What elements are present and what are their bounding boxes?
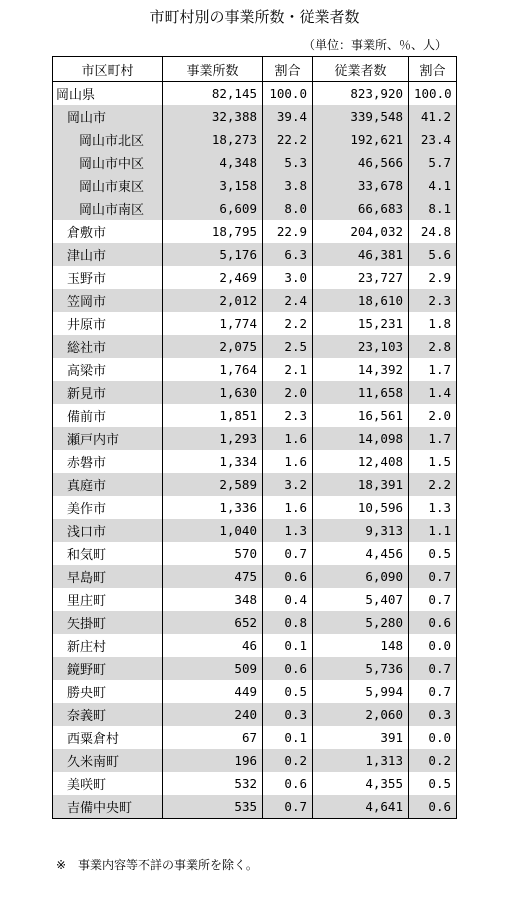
employees-share-cell: 0.0 xyxy=(409,634,457,657)
establishments-share-cell: 2.1 xyxy=(263,358,313,381)
table-row xyxy=(53,335,457,358)
establishments-share-cell: 0.8 xyxy=(263,611,313,634)
employees-cell: 6,090 xyxy=(313,565,409,588)
establishments-cell: 1,336 xyxy=(163,496,263,519)
employees-cell: 5,736 xyxy=(313,657,409,680)
table-row xyxy=(53,381,457,404)
table-row xyxy=(53,749,457,772)
establishments-share-cell: 3.0 xyxy=(263,266,313,289)
employees-cell: 391 xyxy=(313,726,409,749)
establishments-share-cell: 2.2 xyxy=(263,312,313,335)
municipality-cell: 早島町 xyxy=(53,565,163,588)
establishments-cell: 67 xyxy=(163,726,263,749)
employees-cell: 23,727 xyxy=(313,266,409,289)
employees-share-cell: 0.6 xyxy=(409,611,457,634)
municipality-cell: 井原市 xyxy=(53,312,163,335)
municipality-cell: 里庄町 xyxy=(53,588,163,611)
table-row xyxy=(53,772,457,795)
employees-share-cell: 2.3 xyxy=(409,289,457,312)
unit-label: （単位：事業所、％、人） xyxy=(302,38,447,52)
employees-cell: 14,098 xyxy=(313,427,409,450)
employees-share-cell: 0.0 xyxy=(409,726,457,749)
table-row xyxy=(53,611,457,634)
employees-share-cell: 1.1 xyxy=(409,519,457,542)
municipality-cell: 吉備中央町 xyxy=(53,795,163,819)
employees-cell: 339,548 xyxy=(313,105,409,128)
establishments-share-cell: 0.4 xyxy=(263,588,313,611)
employees-share-cell: 1.5 xyxy=(409,450,457,473)
employees-cell: 204,032 xyxy=(313,220,409,243)
establishments-cell: 18,795 xyxy=(163,220,263,243)
municipality-cell: 岡山市北区 xyxy=(53,128,163,151)
establishments-share-cell: 1.6 xyxy=(263,427,313,450)
establishments-cell: 1,630 xyxy=(163,381,263,404)
establishments-cell: 196 xyxy=(163,749,263,772)
footnote: ※ 事業内容等不詳の事業所を除く。 xyxy=(56,858,258,872)
employees-share-cell: 24.8 xyxy=(409,220,457,243)
employees-share-cell: 0.7 xyxy=(409,588,457,611)
establishments-share-cell: 0.6 xyxy=(263,565,313,588)
employees-share-cell: 1.7 xyxy=(409,358,457,381)
employees-share-cell: 1.4 xyxy=(409,381,457,404)
establishments-share-cell: 1.3 xyxy=(263,519,313,542)
municipality-cell: 鏡野町 xyxy=(53,657,163,680)
header-establishments: 事業所数 xyxy=(163,57,263,82)
establishments-share-cell: 0.6 xyxy=(263,657,313,680)
employees-share-cell: 0.6 xyxy=(409,795,457,819)
municipality-cell: 奈義町 xyxy=(53,703,163,726)
employees-share-cell: 1.8 xyxy=(409,312,457,335)
establishments-share-cell: 3.8 xyxy=(263,174,313,197)
employees-share-cell: 41.2 xyxy=(409,105,457,128)
establishments-share-cell: 8.0 xyxy=(263,197,313,220)
municipality-cell: 新見市 xyxy=(53,381,163,404)
establishments-share-cell: 22.2 xyxy=(263,128,313,151)
header-municipality: 市区町村 xyxy=(53,57,163,82)
table-row xyxy=(53,243,457,266)
municipality-cell: 高梁市 xyxy=(53,358,163,381)
employees-cell: 33,678 xyxy=(313,174,409,197)
establishments-cell: 449 xyxy=(163,680,263,703)
establishments-share-cell: 6.3 xyxy=(263,243,313,266)
establishments-share-cell: 0.1 xyxy=(263,634,313,657)
employees-cell: 15,231 xyxy=(313,312,409,335)
municipality-cell: 玉野市 xyxy=(53,266,163,289)
establishments-share-cell: 0.2 xyxy=(263,749,313,772)
employees-share-cell: 2.8 xyxy=(409,335,457,358)
header-establishments-share: 割合 xyxy=(263,57,313,82)
employees-cell: 46,381 xyxy=(313,243,409,266)
table-header-row xyxy=(53,57,457,82)
establishments-share-cell: 2.3 xyxy=(263,404,313,427)
establishments-share-cell: 3.2 xyxy=(263,473,313,496)
table-row xyxy=(53,473,457,496)
establishments-share-cell: 39.4 xyxy=(263,105,313,128)
municipality-cell: 瀬戸内市 xyxy=(53,427,163,450)
establishments-share-cell: 2.4 xyxy=(263,289,313,312)
table-row xyxy=(53,128,457,151)
establishments-cell: 1,764 xyxy=(163,358,263,381)
employees-cell: 4,456 xyxy=(313,542,409,565)
municipality-cell: 新庄村 xyxy=(53,634,163,657)
employees-cell: 148 xyxy=(313,634,409,657)
municipality-cell: 岡山市中区 xyxy=(53,151,163,174)
establishments-cell: 4,348 xyxy=(163,151,263,174)
establishments-cell: 1,293 xyxy=(163,427,263,450)
header-employees-share: 割合 xyxy=(409,57,457,82)
employees-share-cell: 8.1 xyxy=(409,197,457,220)
establishments-cell: 348 xyxy=(163,588,263,611)
employees-share-cell: 4.1 xyxy=(409,174,457,197)
establishments-cell: 240 xyxy=(163,703,263,726)
establishments-share-cell: 22.9 xyxy=(263,220,313,243)
table-row xyxy=(53,519,457,542)
establishments-share-cell: 2.5 xyxy=(263,335,313,358)
establishments-share-cell: 5.3 xyxy=(263,151,313,174)
header-employees: 従業者数 xyxy=(313,57,409,82)
municipality-cell: 和気町 xyxy=(53,542,163,565)
establishments-cell: 2,012 xyxy=(163,289,263,312)
table-row xyxy=(53,703,457,726)
table-body xyxy=(53,82,457,819)
establishments-cell: 652 xyxy=(163,611,263,634)
employees-share-cell: 100.0 xyxy=(409,82,457,106)
employees-cell: 5,994 xyxy=(313,680,409,703)
employees-cell: 823,920 xyxy=(313,82,409,106)
establishments-share-cell: 0.3 xyxy=(263,703,313,726)
municipality-cell: 総社市 xyxy=(53,335,163,358)
establishments-share-cell: 100.0 xyxy=(263,82,313,106)
establishments-share-cell: 0.5 xyxy=(263,680,313,703)
table-row xyxy=(53,197,457,220)
municipality-cell: 岡山市 xyxy=(53,105,163,128)
table-row xyxy=(53,289,457,312)
establishments-share-cell: 0.7 xyxy=(263,542,313,565)
table-row xyxy=(53,588,457,611)
employees-cell: 5,407 xyxy=(313,588,409,611)
establishments-share-cell: 1.6 xyxy=(263,450,313,473)
employees-share-cell: 0.5 xyxy=(409,542,457,565)
table-row xyxy=(53,151,457,174)
employees-cell: 4,355 xyxy=(313,772,409,795)
establishments-table xyxy=(52,56,457,819)
establishments-cell: 509 xyxy=(163,657,263,680)
table-row xyxy=(53,82,457,106)
table-row xyxy=(53,358,457,381)
employees-share-cell: 23.4 xyxy=(409,128,457,151)
employees-cell: 46,566 xyxy=(313,151,409,174)
establishments-cell: 82,145 xyxy=(163,82,263,106)
table-row xyxy=(53,565,457,588)
municipality-cell: 勝央町 xyxy=(53,680,163,703)
table-row xyxy=(53,427,457,450)
establishments-cell: 1,334 xyxy=(163,450,263,473)
municipality-cell: 岡山市南区 xyxy=(53,197,163,220)
municipality-cell: 備前市 xyxy=(53,404,163,427)
employees-share-cell: 0.5 xyxy=(409,772,457,795)
table-row xyxy=(53,174,457,197)
establishments-share-cell: 1.6 xyxy=(263,496,313,519)
municipality-cell: 矢掛町 xyxy=(53,611,163,634)
municipality-cell: 真庭市 xyxy=(53,473,163,496)
municipality-cell: 美作市 xyxy=(53,496,163,519)
establishments-cell: 46 xyxy=(163,634,263,657)
establishments-cell: 3,158 xyxy=(163,174,263,197)
establishments-cell: 18,273 xyxy=(163,128,263,151)
municipality-cell: 美咲町 xyxy=(53,772,163,795)
employees-share-cell: 0.7 xyxy=(409,680,457,703)
municipality-cell: 笠岡市 xyxy=(53,289,163,312)
table-row xyxy=(53,680,457,703)
employees-share-cell: 1.3 xyxy=(409,496,457,519)
establishments-cell: 2,589 xyxy=(163,473,263,496)
establishments-cell: 2,469 xyxy=(163,266,263,289)
municipality-cell: 赤磐市 xyxy=(53,450,163,473)
employees-cell: 5,280 xyxy=(313,611,409,634)
table-row xyxy=(53,450,457,473)
page-title: 市町村別の事業所数・従業者数 xyxy=(149,8,360,26)
employees-cell: 23,103 xyxy=(313,335,409,358)
table-row xyxy=(53,105,457,128)
employees-share-cell: 2.9 xyxy=(409,266,457,289)
establishments-cell: 32,388 xyxy=(163,105,263,128)
establishments-cell: 1,851 xyxy=(163,404,263,427)
municipality-cell: 岡山市東区 xyxy=(53,174,163,197)
establishments-share-cell: 0.6 xyxy=(263,772,313,795)
employees-cell: 192,621 xyxy=(313,128,409,151)
establishments-share-cell: 0.1 xyxy=(263,726,313,749)
employees-cell: 66,683 xyxy=(313,197,409,220)
employees-cell: 16,561 xyxy=(313,404,409,427)
employees-share-cell: 0.7 xyxy=(409,657,457,680)
establishments-cell: 2,075 xyxy=(163,335,263,358)
municipality-cell: 浅口市 xyxy=(53,519,163,542)
employees-share-cell: 0.7 xyxy=(409,565,457,588)
employees-cell: 14,392 xyxy=(313,358,409,381)
table-row xyxy=(53,657,457,680)
employees-share-cell: 0.2 xyxy=(409,749,457,772)
table-row xyxy=(53,404,457,427)
table-row xyxy=(53,634,457,657)
employees-share-cell: 2.2 xyxy=(409,473,457,496)
municipality-cell: 倉敷市 xyxy=(53,220,163,243)
establishments-cell: 535 xyxy=(163,795,263,819)
establishments-share-cell: 2.0 xyxy=(263,381,313,404)
establishments-cell: 532 xyxy=(163,772,263,795)
employees-share-cell: 5.7 xyxy=(409,151,457,174)
table-row xyxy=(53,220,457,243)
employees-cell: 11,658 xyxy=(313,381,409,404)
table-row xyxy=(53,795,457,819)
employees-share-cell: 2.0 xyxy=(409,404,457,427)
municipality-cell: 津山市 xyxy=(53,243,163,266)
establishments-cell: 1,040 xyxy=(163,519,263,542)
table-row xyxy=(53,726,457,749)
employees-cell: 9,313 xyxy=(313,519,409,542)
establishments-cell: 570 xyxy=(163,542,263,565)
employees-cell: 10,596 xyxy=(313,496,409,519)
establishments-cell: 475 xyxy=(163,565,263,588)
table-row xyxy=(53,312,457,335)
municipality-cell: 西粟倉村 xyxy=(53,726,163,749)
employees-share-cell: 1.7 xyxy=(409,427,457,450)
establishments-cell: 6,609 xyxy=(163,197,263,220)
establishments-share-cell: 0.7 xyxy=(263,795,313,819)
employees-cell: 12,408 xyxy=(313,450,409,473)
establishments-cell: 5,176 xyxy=(163,243,263,266)
employees-cell: 18,610 xyxy=(313,289,409,312)
employees-cell: 2,060 xyxy=(313,703,409,726)
employees-cell: 18,391 xyxy=(313,473,409,496)
employees-share-cell: 0.3 xyxy=(409,703,457,726)
table-row xyxy=(53,266,457,289)
table-row xyxy=(53,496,457,519)
employees-cell: 1,313 xyxy=(313,749,409,772)
municipality-cell: 久米南町 xyxy=(53,749,163,772)
municipality-cell: 岡山県 xyxy=(53,82,163,106)
table-row xyxy=(53,542,457,565)
employees-cell: 4,641 xyxy=(313,795,409,819)
establishments-cell: 1,774 xyxy=(163,312,263,335)
employees-share-cell: 5.6 xyxy=(409,243,457,266)
